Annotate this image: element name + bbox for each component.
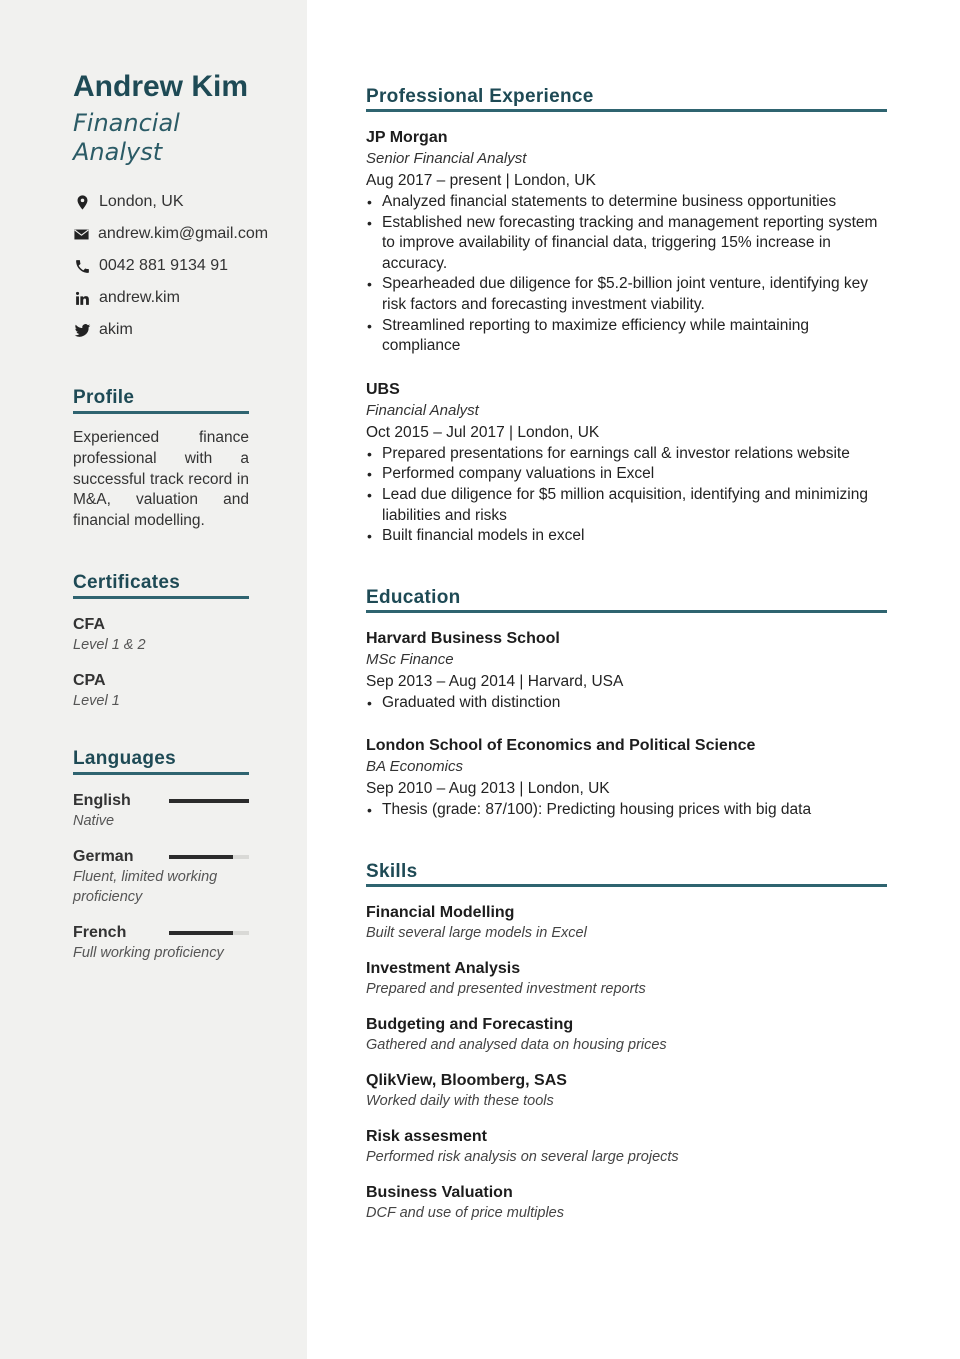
job-company: UBS [366,380,400,398]
language-proficiency-bar [169,799,249,803]
school-dates: Sep 2010 – Aug 2013 | London, UK [366,780,610,798]
contact-phone[interactable] [73,250,249,282]
experience-heading: Professional Experience [366,86,887,112]
contact-location [73,186,249,218]
sidebar-content [73,68,269,963]
skill-name: Business Valuation [366,1183,513,1201]
bullet-item: • Spearheaded due diligence for $5.2-billion joint venture, identifying key risk factors and forecasting investment viability. [366,274,887,315]
school-name: Harvard Business School [366,629,560,647]
person-title: Financial Analyst [73,109,180,166]
contact-twitter[interactable] [73,314,249,346]
contact-twitter-text[interactable]: akim [99,321,133,338]
certificate-name: CFA [73,615,105,633]
profile-text: Experienced finance professional with a successful track record in M&A, valuation and financial modelling. [73,429,249,530]
job-role: Senior Financial Analyst [366,150,527,167]
job-dates: Oct 2015 – Jul 2017 | London, UK [366,423,600,441]
contact-phone-text[interactable]: 0042 881 9134 91 [99,257,229,274]
certificate-name: CPA [73,671,106,689]
skill-detail: Prepared and presented investment reports [366,980,646,997]
language-proficiency-fill [169,799,249,803]
language-name: German [73,847,134,865]
school-dates: Sep 2013 – Aug 2014 | Harvard, USA [366,672,624,690]
skill-item [366,1127,887,1167]
bullet-item: • Analyzed financial statements to determine business opportunities [366,192,887,213]
language-level: Full working proficiency [73,944,224,961]
skill-item [366,903,887,943]
skills-heading: Skills [366,861,887,887]
bullet-item: • Lead due diligence for $5 million acquisition, identifying and minimizing liabilities and risks [366,485,887,526]
language-name: English [73,791,131,809]
language-proficiency-fill [169,931,233,935]
job-bullets [366,444,887,547]
education-entry [366,735,887,821]
mail-icon [73,225,90,243]
certificate-detail: Level 1 & 2 [73,636,146,653]
main-content [366,86,887,1223]
bullet-item: • Streamlined reporting to maximize efficiency while maintaining compliance [366,316,887,357]
skill-name: Financial Modelling [366,903,515,921]
location-pin-icon [73,193,91,211]
bullet-item: • Established new forecasting tracking and management reporting system to improve availability of financial data, triggering 15% increase in accuracy. [366,213,887,275]
skill-item [366,959,887,999]
language-proficiency-fill [169,855,233,859]
language-proficiency-bar [169,855,249,859]
job-dates: Aug 2017 – present | London, UK [366,172,596,189]
language-item [73,791,249,831]
school-name: London School of Economics and Political Science [366,737,756,755]
job-entry [366,379,887,547]
contact-email[interactable] [73,218,269,250]
bullet-item: • Built financial models in excel [366,526,887,547]
school-degree: BA Economics [366,758,463,776]
languages-heading: Languages [73,748,249,775]
skill-item [366,1183,887,1223]
skill-detail: Gathered and analysed data on housing prices [366,1036,667,1053]
skill-name: Budgeting and Forecasting [366,1015,574,1033]
contact-location-text: London, UK [99,193,184,210]
linkedin-icon [73,289,91,307]
language-item [73,923,249,963]
skill-detail: DCF and use of price multiples [366,1204,564,1221]
skill-detail: Worked daily with these tools [366,1092,554,1109]
school-degree: MSc Finance [366,650,454,668]
education-entry [366,628,887,714]
job-role: Financial Analyst [366,401,479,419]
language-name: French [73,923,127,941]
school-bullets [366,693,887,714]
language-proficiency-bar [169,931,249,935]
skill-name: QlikView, Bloomberg, SAS [366,1071,567,1089]
bullet-item: • Performed company valuations in Excel [366,464,887,485]
bullet-item: • Thesis (grade: 87/100): Predicting housing prices with big data [366,800,887,821]
skill-name: Investment Analysis [366,959,521,977]
job-entry [366,127,887,357]
certificates-heading: Certificates [73,572,249,599]
twitter-icon [73,321,91,339]
contact-email-text[interactable]: andrew.kim@gmail.com [98,225,269,242]
job-bullets [366,192,887,357]
contact-linkedin[interactable] [73,282,249,314]
skill-item [366,1071,887,1111]
job-company: JP Morgan [366,129,448,146]
phone-icon [73,257,91,275]
contact-list [73,186,269,346]
sidebar [0,0,307,1359]
bullet-item: • Graduated with distinction [366,693,887,714]
certificate-item [73,671,249,711]
language-item [73,847,249,907]
bullet-item: • Prepared presentations for earnings call & investor relations website [366,444,887,465]
language-level: Native [73,812,115,829]
skill-detail: Performed risk analysis on several large projects [366,1148,679,1165]
contact-linkedin-text[interactable]: andrew.kim [99,289,180,306]
profile-heading: Profile [73,387,249,414]
language-level: Fluent, limited working proficiency [73,868,218,905]
certificate-item [73,615,249,655]
school-bullets [366,800,887,821]
education-heading: Education [366,587,887,613]
skill-name: Risk assesment [366,1127,487,1145]
certificate-detail: Level 1 [73,692,120,709]
skill-item [366,1015,887,1055]
skill-detail: Built several large models in Excel [366,924,587,941]
person-name: Andrew Kim [73,70,249,103]
